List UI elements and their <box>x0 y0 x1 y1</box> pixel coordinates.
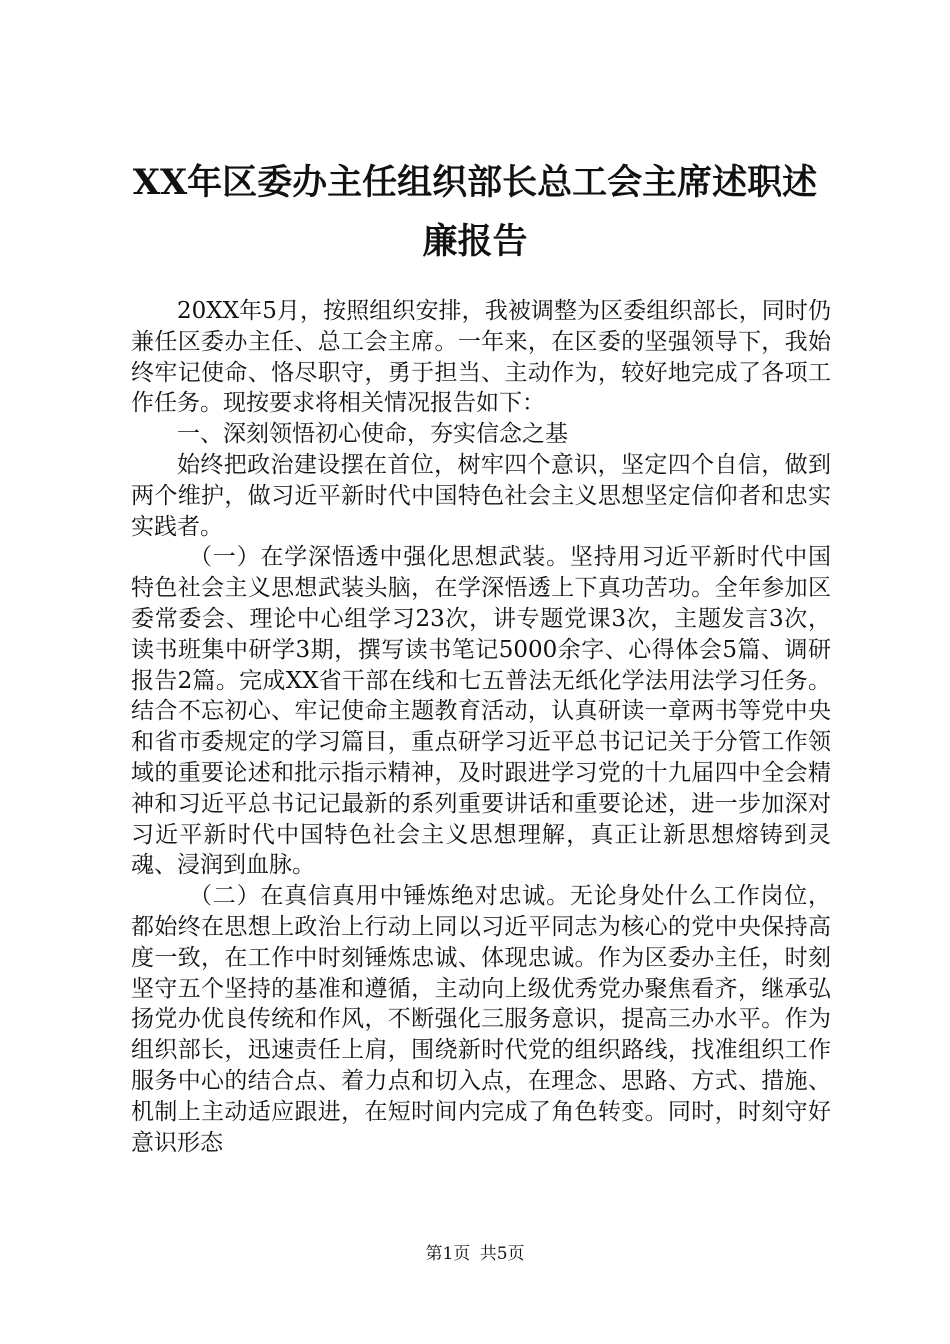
document-title-line-1: XX年区委办主任组织部长总工会主席述职述 <box>132 162 818 203</box>
subsection-1-paragraph: （一）在学深悟透中强化思想武装。坚持用习近平新时代中国特色社会主义思想武装头脑，在学深悟透上下真功苦功。全年参加区委常委会、理论中心组学习23次，讲专题党课3次，主题发言3次，读书班集中研学3期，撰写读书笔记5000余字、心得体会5篇、调研报告2篇。完成XX省干部在线和七五普法无纸化学法用法学习任务。结合不忘初心、牢记使命主题教育活动，认真研读一章两书等党中央和省市委规定的学习篇目，重点研学习近平总书记记关于分管工作领域的重要论述和批示指示精神，及时跟进学习党的十九届四中全会精神和习近平总书记记最新的系列重要讲话和重要论述，进一步加深对习近平新时代中国特色社会主义思想理解，真正让新思想熔铸到灵魂、浸润到血脉。 <box>131 544 831 879</box>
section-1-paragraph: 始终把政治建设摆在首位，树牢四个意识，坚定四个自信，做到两个维护，做习近平新时代中国特色社会主义思想坚定信仰者和忠实实践者。 <box>131 451 831 540</box>
page-footer <box>0 1244 950 1264</box>
page-number: 第1页 <box>425 1244 471 1264</box>
intro-paragraph: 20XX年5月，按照组织安排，我被调整为区委组织部长，同时仍兼任区委办主任、总工会主席。一年来，在区委的坚强领导下，我始终牢记使命、恪尽职守，勇于担当、主动作为，较好地完成了各项工作任务。现按要求将相关情况报告如下： <box>131 298 831 417</box>
document-title-line-2: 廉报告 <box>422 221 528 262</box>
page-total: 共5页 <box>479 1244 525 1264</box>
document-body <box>131 296 831 1158</box>
section-heading-1: 一、深刻领悟初心使命，夯实信念之基 <box>177 421 568 448</box>
subsection-2-paragraph: （二）在真信真用中锤炼绝对忠诚。无论身处什么工作岗位，都始终在思想上政治上行动上同以习近平同志为核心的党中央保持高度一致，在工作中时刻锤炼忠诚、体现忠诚。作为区委办主任，时刻坚守五个坚持的基准和遵循，主动向上级优秀党办聚焦看齐，继承弘扬党办优良传统和作风，不断强化三服务意识，提高三办水平。作为组织部长，迅速责任上肩，围绕新时代党的组织路线，找准组织工作服务中心的结合点、着力点和切入点，在理念、思路、方式、措施、机制上主动适应跟进，在短时间内完成了角色转变。同时，时刻守好意识形态 <box>131 883 831 1156</box>
